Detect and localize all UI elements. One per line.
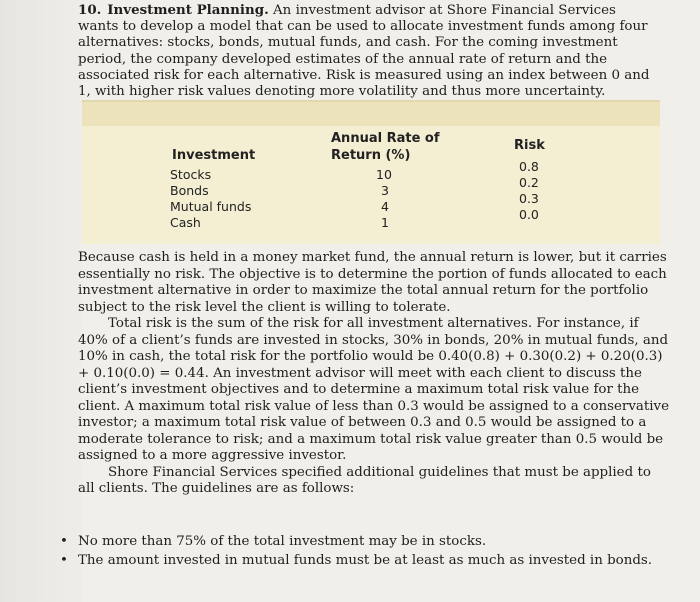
list-item-text: The amount invested in mutual funds must be at least as much as invested in bonds. bbox=[78, 553, 653, 568]
row-return: 10 bbox=[376, 167, 392, 182]
row-return: 4 bbox=[381, 199, 389, 214]
header-risk: Risk bbox=[514, 138, 545, 153]
row-return: 1 bbox=[381, 215, 389, 230]
row-investment: Bonds bbox=[170, 183, 209, 198]
row-investment: Mutual funds bbox=[170, 199, 252, 214]
row-risk: 0.3 bbox=[519, 191, 539, 206]
problem-number: 10. bbox=[78, 2, 102, 18]
bullet-icon: • bbox=[60, 553, 68, 568]
row-risk: 0.0 bbox=[519, 207, 539, 222]
header-return-line1: Annual Rate of bbox=[331, 131, 440, 146]
paragraph: Total risk is the sum of the risk for all investment alternatives. For instance, if 40% of a client’s funds are invested in stocks, 30% in bonds, 20% in mutual funds, and 10% in cash, the total risk for the portfolio would be 0.40(0.8) + 0.30(0.2) + 0.20(0.3) + 0.10(0.0) = 0.44. An investment advisor will meet with each client to discuss the client’s investment objectives and to determine a maximum total risk value for the client. A maximum total risk value of less than 0.3 would be assigned to a conservative investor; a maximum total risk value of between 0.3 and 0.5 would be assigned to a moderate tolerance to risk; and a maximum total risk value greater than 0.5 would be assigned to a more aggressive investor. bbox=[78, 316, 670, 463]
guidelines-list bbox=[60, 532, 680, 570]
list-item bbox=[60, 532, 680, 551]
problem-title: Investment Planning. bbox=[107, 2, 269, 18]
row-risk: 0.2 bbox=[519, 175, 539, 190]
row-return: 3 bbox=[381, 183, 389, 198]
row-risk: 0.8 bbox=[519, 159, 539, 174]
header-return-line2: Return (%) bbox=[331, 148, 411, 163]
row-investment: Stocks bbox=[170, 167, 212, 182]
header-investment: Investment bbox=[172, 148, 256, 163]
paragraph: Because cash is held in a money market fund, the annual return is lower, but it carries essentially no risk. The objective is to determine the portion of funds allocated to each investment alternative in order to maximize the total annual return for the portfolio subject to the risk level the client is willing to tolerate. bbox=[78, 250, 667, 315]
problem-intro: An investment advisor at Shore Financial Services wants to develop a model that can be used to allocate investment funds among four alternatives: stocks, bonds, mutual funds, and cash. For the coming investment period, the company developed estimates of the annual rate of return and the associated risk for each alternative. Risk is measured using an index between 0 and 1, with higher risk values denoting more volatility and thus more uncertainty. bbox=[78, 3, 650, 100]
paragraph: Shore Financial Services specified additional guidelines that must be applied to all clients. The guidelines are as follows: bbox=[78, 464, 651, 496]
bullet-icon: • bbox=[60, 534, 68, 549]
investment-table bbox=[82, 100, 660, 244]
bleed-through-margin bbox=[0, 0, 82, 602]
list-item-text: No more than 75% of the total investment may be in stocks. bbox=[78, 534, 487, 549]
body-text bbox=[78, 250, 670, 498]
problem-statement bbox=[78, 2, 658, 100]
row-investment: Cash bbox=[170, 215, 201, 230]
table-header-band bbox=[82, 102, 660, 126]
list-item bbox=[60, 551, 680, 570]
